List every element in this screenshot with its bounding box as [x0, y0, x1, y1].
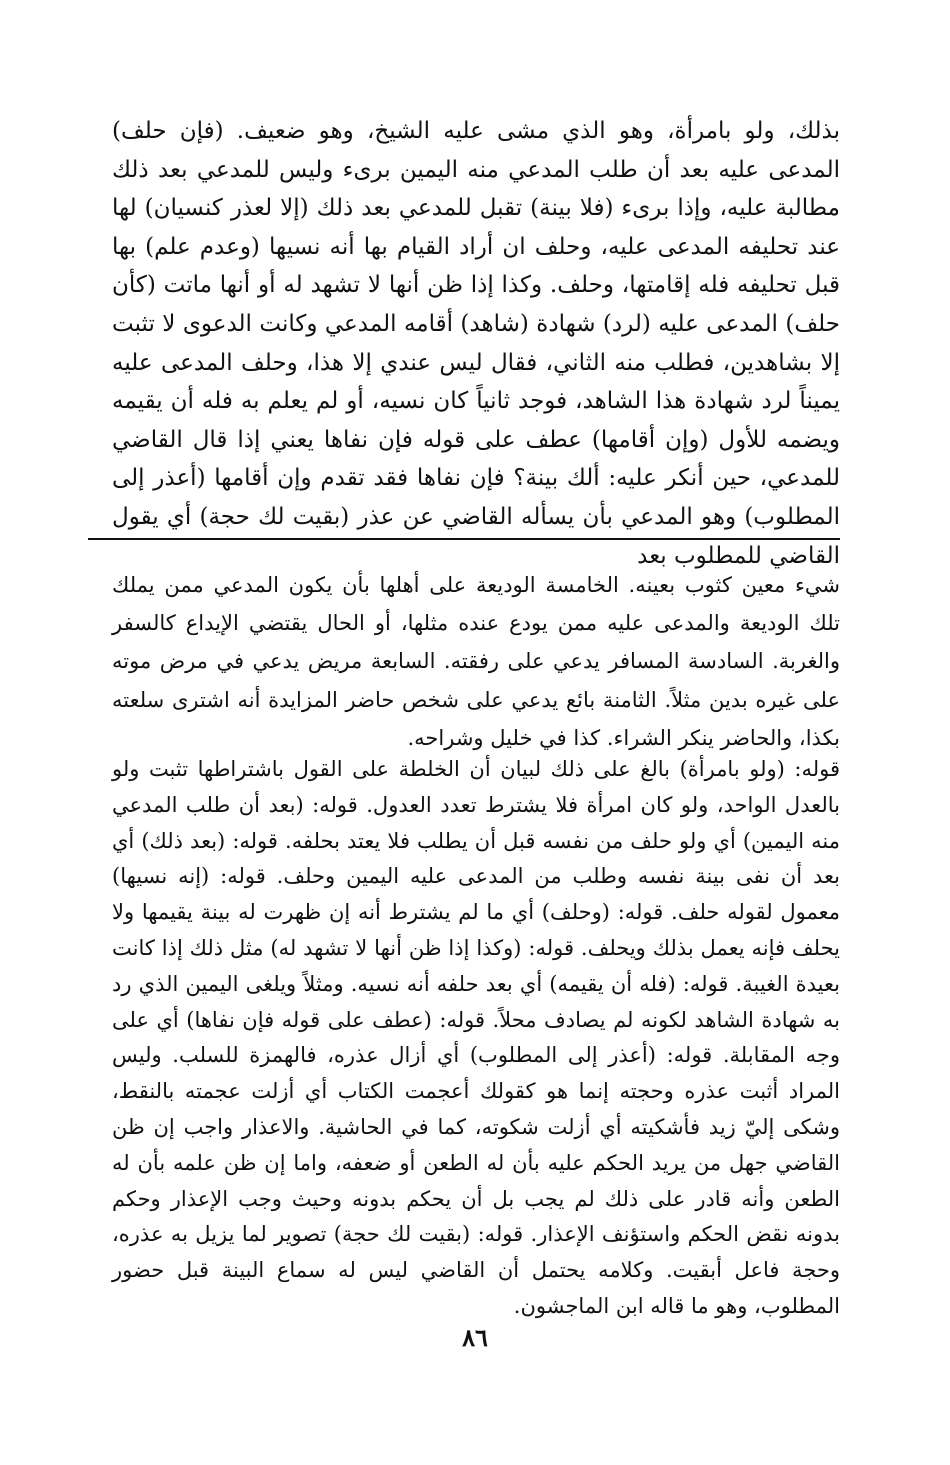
footnote-continuation-paragraph: شيء معين كثوب بعينه. الخامسة الوديعة على أهلها بأن يكون المدعي ممن يملك تلك الوديعة والمدعى عليه ممن يودع عنده مثلها، أو الحال يقتضي الإيداع كالسفر والغربة. السادسة المسافر يدعي على رفقته. السابعة مريض يدعي في مرض موته على غيره بدين مثلاً. الثامنة بائع يدعي على شخص حاضر المزايدة أنه اشترى سلعته بكذا، والحاضر ينكر الشراء. كذا في خليل وشراحه. [112, 573, 840, 750]
page-number: ٨٦ [462, 1323, 488, 1352]
commentary-paragraph: قوله: (ولو بامرأة) بالغ على ذلك لبيان أن الخلطة على القول باشتراطها تثبت ولو بالعدل الواحد، ولو كان امرأة فلا يشترط تعدد العدول. قوله: (بعد أن طلب المدعي منه اليمين) أي ولو حلف من نفسه قبل أن يطلب فلا يعتد بحلفه. قوله: (بعد ذلك) أي بعد أن نفى بينة نفسه وطلب من المدعى عليه اليمين وحلف. قوله: (إنه نسيها) معمول لقوله حلف. قوله: (وحلف) أي ما لم يشترط أنه إن ظهرت له بينة يقيمها ولا يحلف فإنه يعمل بذلك ويحلف. قوله: (وكذا إذا ظن أنها لا تشهد له) مثل ذلك إذا كانت بعيدة الغيبة. قوله: (فله أن يقيمه) أي بعد حلفه أنه نسيه. ومثلاً ويلغى اليمين الذي رد به شهادة الشاهد لكونه لم يصادف محلاً. قوله: (عطف على قوله فإن نفاها) أي على وجه المقابلة. قوله: (أعذر إلى المطلوب) أي أزال عذره، فالهمزة للسلب. وليس المراد أثبت عذره وحجته إنما هو كقولك أعجمت الكتاب أي أزلت عجمته بالنقط، وشكى إليّ زيد فأشكيته أي أزلت شكوته، كما في الحاشية. والاعذار واجب إن ظن القاضي جهل من يريد الحكم عليه بأن له الطعن أو ضعفه، واما إن ظن علمه بأن له الطعن وأنه قادر على ذلك لم يجب بل أن يحكم بدونه وحيث وجب الإعذار وحكم بدونه نقض الحكم واستؤنف الإعذار. قوله: (بقيت لك حجة) تصوير لما يزيل به عذره، وحجة فاعل أبقيت. وكلامه يحتمل أن القاضي ليس له سماع البينة قبل حضور المطلوب، وهو ما قاله ابن الماجشون. [112, 757, 840, 1318]
footnote-block [112, 566, 840, 757]
main-text-block [112, 112, 840, 575]
footnote-separator-rule [88, 538, 840, 540]
commentary-block [112, 752, 840, 1325]
main-paragraph: بذلك، ولو بامرأة، وهو الذي مشى عليه الشيخ، وهو ضعيف. (فإن حلف) المدعى عليه بعد أن طلب المدعي منه اليمين برىء وليس للمدعي بعد ذلك مطالبة عليه، وإذا برىء (فلا بينة) تقبل للمدعي بعد ذلك (إلا لعذر كنسيان) لها عند تحليفه المدعى عليه، وحلف ان أراد القيام بها أنه نسيها (وعدم علم) بها قبل تحليفه فله إقامتها، وحلف. وكذا إذا ظن أنها لا تشهد له أو أنها ماتت (كأن حلف) المدعى عليه (لرد) شهادة (شاهد) أقامه المدعي وكانت الدعوى لا تثبت إلا بشاهدين، فطلب منه الثاني، فقال ليس عندي إلا هذا، وحلف المدعى عليه يميناً لرد شهادة هذا الشاهد، فوجد ثانياً كان نسيه، أو لم يعلم به فله أن يقيمه ويضمه للأول (وإن أقامها) عطف على قوله فإن نفاها يعني إذا قال القاضي للمدعي، حين أنكر عليه: ألك بينة؟ فإن نفاها فقد تقدم وإن أقامها (أعذر إلى المطلوب) وهو المدعي بأن يسأله القاضي عن عذر (بقيت لك حجة) أي يقول القاضي للمطلوب بعد [112, 118, 840, 569]
